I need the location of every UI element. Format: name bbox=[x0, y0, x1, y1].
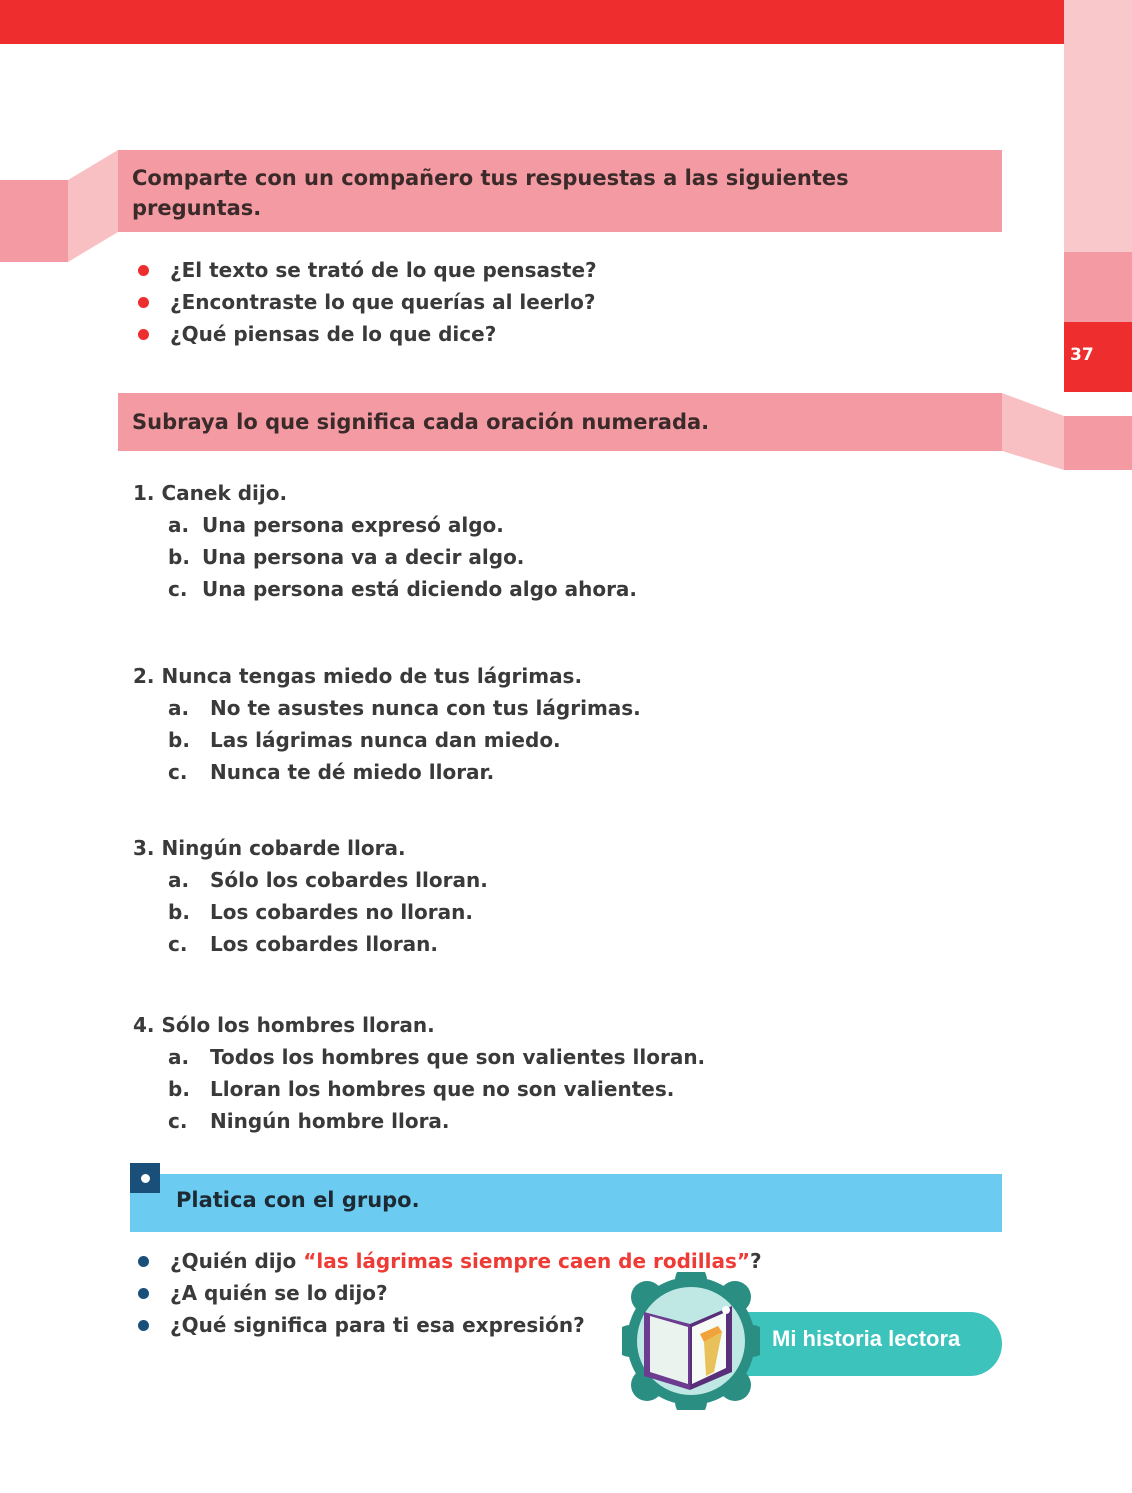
list-item: ¿A quién se lo dijo? bbox=[138, 1277, 762, 1309]
answer-option[interactable]: c. Nunca te dé miedo llorar. bbox=[168, 760, 495, 784]
answer-option[interactable]: a. Sólo los cobardes lloran. bbox=[168, 868, 488, 892]
exercise-item-1 bbox=[133, 477, 637, 605]
reflection-questions-list bbox=[138, 254, 597, 350]
list-item: ¿El texto se trató de lo que pensaste? bbox=[138, 254, 597, 286]
answer-option[interactable]: b. Las lágrimas nunca dan miedo. bbox=[168, 728, 561, 752]
exercise-sentence: 1. Canek dijo. bbox=[133, 481, 288, 505]
bullet-dot-icon bbox=[138, 1288, 149, 1299]
answer-option[interactable]: b. Lloran los hombres que no son valientes. bbox=[168, 1077, 675, 1101]
bullet-dot-icon bbox=[138, 1320, 149, 1331]
side-ribbon-tab bbox=[1064, 416, 1132, 470]
bullet-dot-icon bbox=[138, 1256, 149, 1267]
side-column-light bbox=[1064, 0, 1132, 252]
exercise-item-2 bbox=[133, 660, 641, 788]
group-discussion-heading: Platica con el grupo. bbox=[176, 1188, 420, 1212]
list-item: ¿Encontraste lo que querías al leerlo? bbox=[138, 286, 597, 318]
ribbon-fold-left bbox=[0, 150, 130, 265]
exercise-item-3 bbox=[133, 832, 488, 960]
group-icon bbox=[130, 1163, 160, 1193]
exercise-sentence: 3. Ningún cobarde llora. bbox=[133, 836, 406, 860]
list-item: ¿Qué piensas de lo que dice? bbox=[138, 318, 597, 350]
exercise-sentence: 2. Nunca tengas miedo de tus lágrimas. bbox=[133, 664, 583, 688]
group-discussion-banner bbox=[130, 1174, 1002, 1232]
answer-option[interactable]: c. Una persona está diciendo algo ahora. bbox=[168, 577, 638, 601]
answer-option[interactable]: b. Una persona va a decir algo. bbox=[168, 545, 525, 569]
answer-option[interactable]: a. No te asustes nunca con tus lágrimas. bbox=[168, 696, 641, 720]
reading-history-label: Mi historia lectora bbox=[772, 1326, 961, 1351]
bullet-dot-icon bbox=[138, 265, 149, 276]
share-instructions-heading: Comparte con un compañero tus respuestas a las siguientes preguntas. bbox=[132, 166, 849, 220]
answer-option[interactable]: b. Los cobardes no lloran. bbox=[168, 900, 473, 924]
answer-option[interactable]: c. Ningún hombre llora. bbox=[168, 1109, 450, 1133]
exercise-item-4 bbox=[133, 1009, 705, 1137]
answer-option[interactable]: c. Los cobardes lloran. bbox=[168, 932, 439, 956]
list-item: ¿Quién dijo “las lágrimas siempre caen de rodillas”? bbox=[138, 1245, 762, 1277]
bullet-dot-icon bbox=[138, 297, 149, 308]
share-instructions-banner bbox=[118, 150, 1002, 232]
answer-option[interactable]: a. Una persona expresó algo. bbox=[168, 513, 504, 537]
underline-instructions-banner bbox=[118, 393, 1002, 451]
underline-instructions-heading: Subraya lo que significa cada oración numerada. bbox=[132, 410, 710, 434]
bullet-dot-icon bbox=[138, 329, 149, 340]
page-number: 37 bbox=[1070, 345, 1094, 365]
list-item: ¿Qué significa para ti esa expresión? bbox=[138, 1309, 762, 1341]
side-column-mid bbox=[1064, 252, 1132, 322]
book-flower-icon bbox=[622, 1272, 760, 1410]
exercise-sentence: 4. Sólo los hombres lloran. bbox=[133, 1013, 435, 1037]
answer-option[interactable]: a. Todos los hombres que son valientes lloran. bbox=[168, 1045, 706, 1069]
highlighted-quote: “las lágrimas siempre caen de rodillas” bbox=[303, 1249, 751, 1273]
top-red-bar bbox=[0, 0, 1064, 44]
ribbon-fold-right bbox=[1000, 393, 1070, 473]
